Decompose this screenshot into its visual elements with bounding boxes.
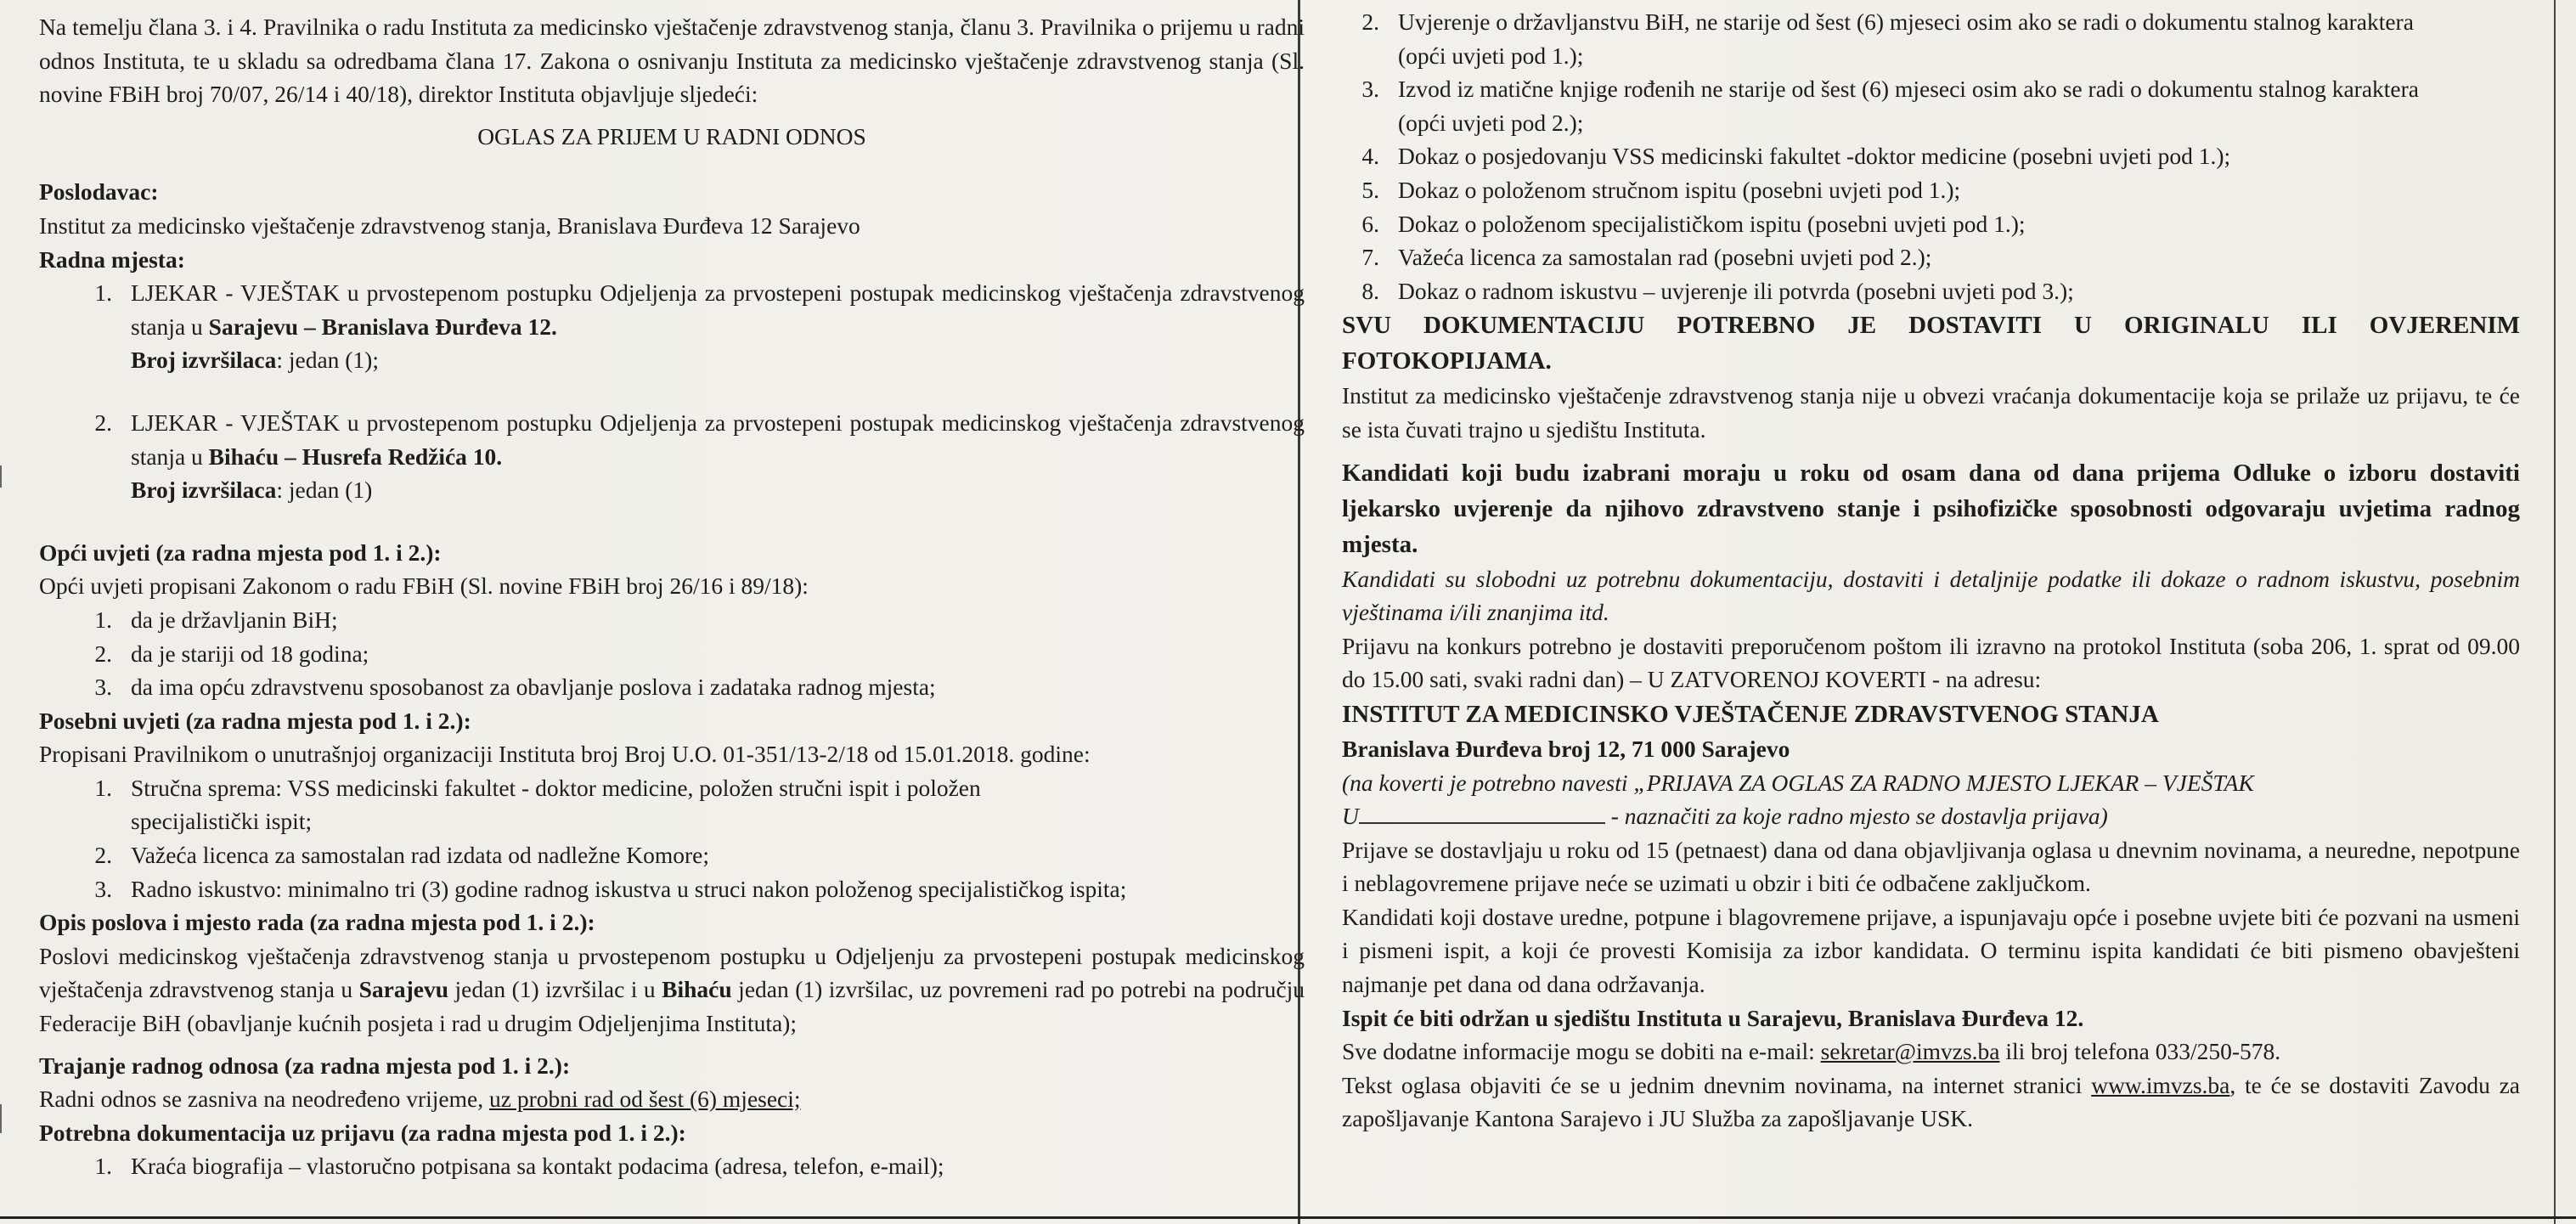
item-text: Radno iskustvo: minimalno tri (3) godine radnog iskustva u struci nakon položenog specijalističkog ispita; [131, 875, 1127, 902]
item-number: 1. [94, 1153, 112, 1180]
list-item [1342, 72, 2520, 139]
publish-part: Tekst oglasa objaviti će se u jednim dnevnim novinama, na internet stranici [1342, 1071, 2092, 1098]
left-column [39, 10, 1305, 1207]
list-item [1342, 274, 2520, 308]
envelope-part: U [1342, 803, 1359, 830]
info-part: Sve dodatne informacije mogu se dobiti na e-mail: [1342, 1038, 1821, 1065]
list-item [1342, 139, 2520, 173]
exam-text: Kandidati koji dostave uredne, potpune i blagovremene prijave, a ispunjavaju opće i posebne uvjete biti će pozvani na usmeni i pismeni ispit, a koji će provesti Komisija za izbor kandidata. O terminu ispita kandidati će biti pismeno obavješteni najmanje pet dana od dana održavanja. [1342, 903, 2520, 998]
list-item [39, 276, 1305, 377]
intro-paragraph: Na temelju člana 3. i 4. Pravilnika o radu Instituta za medicinsko vještačenje zdravstvenog stanja, članu 3. Pravilnika o prijemu u radni odnos Instituta, te u skladu sa odredbama člana 17. Zakona o osnivanju Instituta za medicinsko vještačenje zdravstvenog stanja (Sl. novine FBiH broj 70/07, 26/14 i 40/18), direktor Instituta objavljuje sljedeći: [39, 14, 1305, 108]
deadline-text: Prijave se dostavljaju u roku od 15 (petnaest) dana od dana objavljivanja oglasa u dnevnim novinama, a neuredne, nepotpune i neblagovremene prijave neće se uzimati u obzir i biti će odbačene zaključkom. [1342, 836, 2520, 897]
item-text: Dokaz o položenom specijalističkom ispitu (posebni uvjeti pod 1.); [1398, 210, 2026, 237]
count-value: : jedan (1) [276, 477, 373, 504]
duties-place: Sarajevu [358, 976, 449, 1003]
list-item [1342, 240, 2520, 274]
count-label: Broj izvršilaca [131, 347, 277, 374]
general-list [39, 603, 1305, 704]
docs-heading: Potrebna dokumentacija uz prijavu (za radna mjesta pod 1. i 2.): [39, 1119, 686, 1146]
list-item [39, 603, 1305, 637]
list-item [39, 872, 1305, 906]
list-item [1342, 5, 2520, 72]
originals-notice: SVU DOKUMENTACIJU POTREBNO JE DOSTAVITI U ORIGINALU ILI OVJERENIM FOTOKOPIJAMA. [1342, 312, 2520, 375]
item-number: 6. [1361, 210, 1379, 237]
employer-text: Institut za medicinsko vještačenje zdravstvenog stanja, Branislava Đurđeva 12 Sarajevo [39, 212, 860, 239]
list-item [39, 771, 1305, 838]
term-text [39, 1082, 1305, 1116]
position-text: LJEKAR - VJEŠTAK u prvostepenom postupku Odjeljenja za prvostepeni postupak medicinskog vještačenja zdravstvenog stanja u [131, 279, 1305, 340]
duties-heading: Opis poslova i mjesto rada (za radna mjesta pod 1. i 2.): [39, 909, 595, 936]
list-item [39, 637, 1305, 671]
email-link[interactable]: sekretar@imvzs.ba [1820, 1038, 2000, 1065]
exam-place: Ispit će biti održan u sjedištu Instituta u Sarajevu, Branislava Đurđeva 12. [1342, 1004, 2084, 1031]
count-label: Broj izvršilaca [131, 477, 277, 504]
item-number: 8. [1361, 277, 1379, 304]
right-edge-rule [2554, 0, 2556, 1224]
list-item [39, 406, 1305, 507]
info-part: ili broj telefona 033/250-578. [1999, 1038, 2281, 1065]
item-text: Uvjerenje o državljanstvu BiH, ne starije od šest (6) mjeseci osim ako se radi o dokumentu stalnog karaktera (opći uvjeti pod 1.); [1398, 8, 2414, 69]
item-text: Izvod iz matične knjige rođenih ne starije od šest (6) mjeseci osim ako se radi o dokumentu stalnog karaktera (opći uvjeti pod 2.); [1398, 76, 2419, 136]
general-heading: Opći uvjeti (za radna mjesta pod 1. i 2.): [39, 539, 442, 566]
bottom-rule [0, 1216, 2576, 1219]
address-name: INSTITUT ZA MEDICINSKO VJEŠTAČENJE ZDRAVSTVENOG STANJA [1342, 700, 2159, 728]
duties-part: jedan (1) izvršilac, uz povremeni rad po potrebi na području Federacije BiH (obavljanje kućnih posjeta i rad u drugim Odjeljenjima Instituta); [39, 976, 1305, 1037]
scan-mark [0, 465, 14, 488]
item-text: da ima opću zdravstvenu sposobanost za obavljanje poslova i zadataka radnog mjesta; [131, 674, 936, 701]
duties-part: Poslovi medicinskog vještačenja zdravstvenog stanja u prvostepenom postupku u Odjeljenju za prvostepeni postupak medicinskog vještačenja zdravstvenog stanja u [39, 942, 1305, 1003]
position-place: Bihaću – Husrefa Redžića 10. [208, 443, 503, 470]
item-number: 1. [94, 606, 112, 633]
position-place: Sarajevu – Branislava Đurđeva 12. [208, 313, 557, 340]
item-number: 2. [94, 640, 112, 667]
employer-heading: Poslodavac: [39, 178, 159, 206]
list-item [39, 670, 1305, 704]
special-heading: Posebni uvjeti (za radna mjesta pod 1. i 2.): [39, 707, 471, 734]
item-text: Važeća licenca za samostalan rad (posebni uvjeti pod 2.); [1398, 244, 1932, 271]
envelope-part: (na koverti je potrebno navesti „PRIJAVA ZA OGLAS ZA RADNO MJESTO LJEKAR – VJEŠTAK [1342, 769, 2254, 796]
medical-cert-notice: Kandidati koji budu izabrani moraju u roku od osam dana od dana prijema Odluke o izboru dostaviti ljekarsko uvjerenje da njihovo zdravstveno stanje i psihofizičke sposobnosti odgovaraju uvjetima radnog mjesta. [1342, 459, 2520, 558]
no-return-notice: Institut za medicinsko vještačenje zdravstvenog stanja nije u obvezi vraćanja dokumentacije koja se prilaže uz prijavu, te će se ista čuvati trajno u sjedištu Instituta. [1342, 382, 2520, 443]
positions-heading: Radna mjesta: [39, 245, 185, 273]
item-text: Dokaz o posjedovanju VSS medicinski fakultet -doktor medicine (posebni uvjeti pod 1.); [1398, 143, 2231, 170]
duties-place: Bihaću [662, 976, 732, 1003]
list-item [1342, 173, 2520, 207]
item-text: Stručna sprema: VSS medicinski fakultet - doktor medicine, položen stručni ispit i položen specijalistički ispit; [131, 774, 981, 835]
item-number: 3. [94, 875, 112, 902]
ad-title: OGLAS ZA PRIJEM U RADNI ODNOS [477, 122, 866, 149]
positions-list [39, 276, 1305, 507]
submission-text: Prijavu na konkurs potrebno je dostaviti preporučenom poštom ili izravno na protokol Instituta (soba 206, 1. sprat od 09.00 do 15.00 sati, svaki radni dan) – U ZATVORENOJ KOVERTI - na adresu: [1342, 632, 2520, 693]
item-text: da je stariji od 18 godina; [131, 640, 369, 667]
position-text: LJEKAR - VJEŠTAK u prvostepenom postupku Odjeljenja za prvostepeni postupak medicinskog vještačenja zdravstvenog stanja u [131, 409, 1305, 470]
website-link[interactable]: www.imvzs.ba [2091, 1071, 2230, 1098]
item-number: 2. [1361, 8, 1379, 35]
blank-line [1359, 800, 1605, 824]
term-probation: uz probni rad od šest (6) mjeseci; [488, 1086, 801, 1113]
scan-mark [0, 1104, 14, 1133]
special-list [39, 771, 1305, 905]
docs-list-start [39, 1149, 1305, 1183]
item-text: Kraća biografija – vlastoručno potpisana sa kontakt podacima (adresa, telefon, e-mail); [131, 1153, 944, 1180]
item-number: 1. [94, 279, 112, 307]
list-item [1342, 207, 2520, 241]
item-number: 1. [94, 774, 112, 801]
special-intro: Propisani Pravilnikom o unutrašnjoj organizaciji Instituta broj Broj U.O. 01-351/13-2/18 od 15.01.2018. godine: [39, 741, 1091, 768]
list-item [39, 1149, 1305, 1183]
envelope-part: - naznačiti za koje radno mjesto se dostavlja prijava) [1604, 803, 2108, 830]
info-text [1342, 1035, 2520, 1069]
item-number: 4. [1361, 143, 1379, 170]
address-street: Branislava Đurđeva broj 12, 71 000 Sarajevo [1342, 735, 1790, 762]
list-item [39, 838, 1305, 872]
term-part: Radni odnos se zasniva na neodređeno vrijeme, [39, 1086, 489, 1113]
publish-part: , te će se dostaviti Zavodu za zapošljavanje Kantona Sarajevo i JU Služba za zapošljavanje USK. [1342, 1071, 2520, 1132]
publish-text [1342, 1069, 2520, 1136]
duties-text [39, 939, 1305, 1041]
item-text: Važeća licenca za samostalan rad izdata od nadležne Komore; [131, 842, 710, 869]
duties-part: jedan (1) izvršilac i u [448, 976, 662, 1003]
item-number: 3. [94, 674, 112, 701]
envelope-instruction [1342, 766, 2520, 833]
general-intro: Opći uvjeti propisani Zakonom o radu FBiH (Sl. novine FBiH broj 26/16 i 89/18): [39, 573, 809, 600]
term-heading: Trajanje radnog odnosa (za radna mjesta pod 1. i 2.): [39, 1052, 571, 1079]
optional-notice: Kandidati su slobodni uz potrebnu dokumentaciju, dostaviti i detaljnije podatke ili dokaze o radnom iskustvu, posebnim vještinama i/ili znanjima itd. [1342, 565, 2520, 626]
item-text: da je državljanin BiH; [131, 606, 338, 633]
item-number: 7. [1361, 244, 1379, 271]
item-number: 2. [94, 842, 112, 869]
count-value: : jedan (1); [276, 347, 379, 374]
item-number: 5. [1361, 176, 1379, 203]
item-text: Dokaz o položenom stručnom ispitu (posebni uvjeti pod 1.); [1398, 176, 1961, 203]
docs-list-continued [1342, 5, 2520, 307]
right-column [1342, 5, 2520, 1207]
item-text: Dokaz o radnom iskustvu – uvjerenje ili potvrda (posebni uvjeti pod 3.); [1398, 277, 2074, 304]
item-number: 3. [1361, 76, 1379, 103]
item-number: 2. [94, 409, 112, 436]
